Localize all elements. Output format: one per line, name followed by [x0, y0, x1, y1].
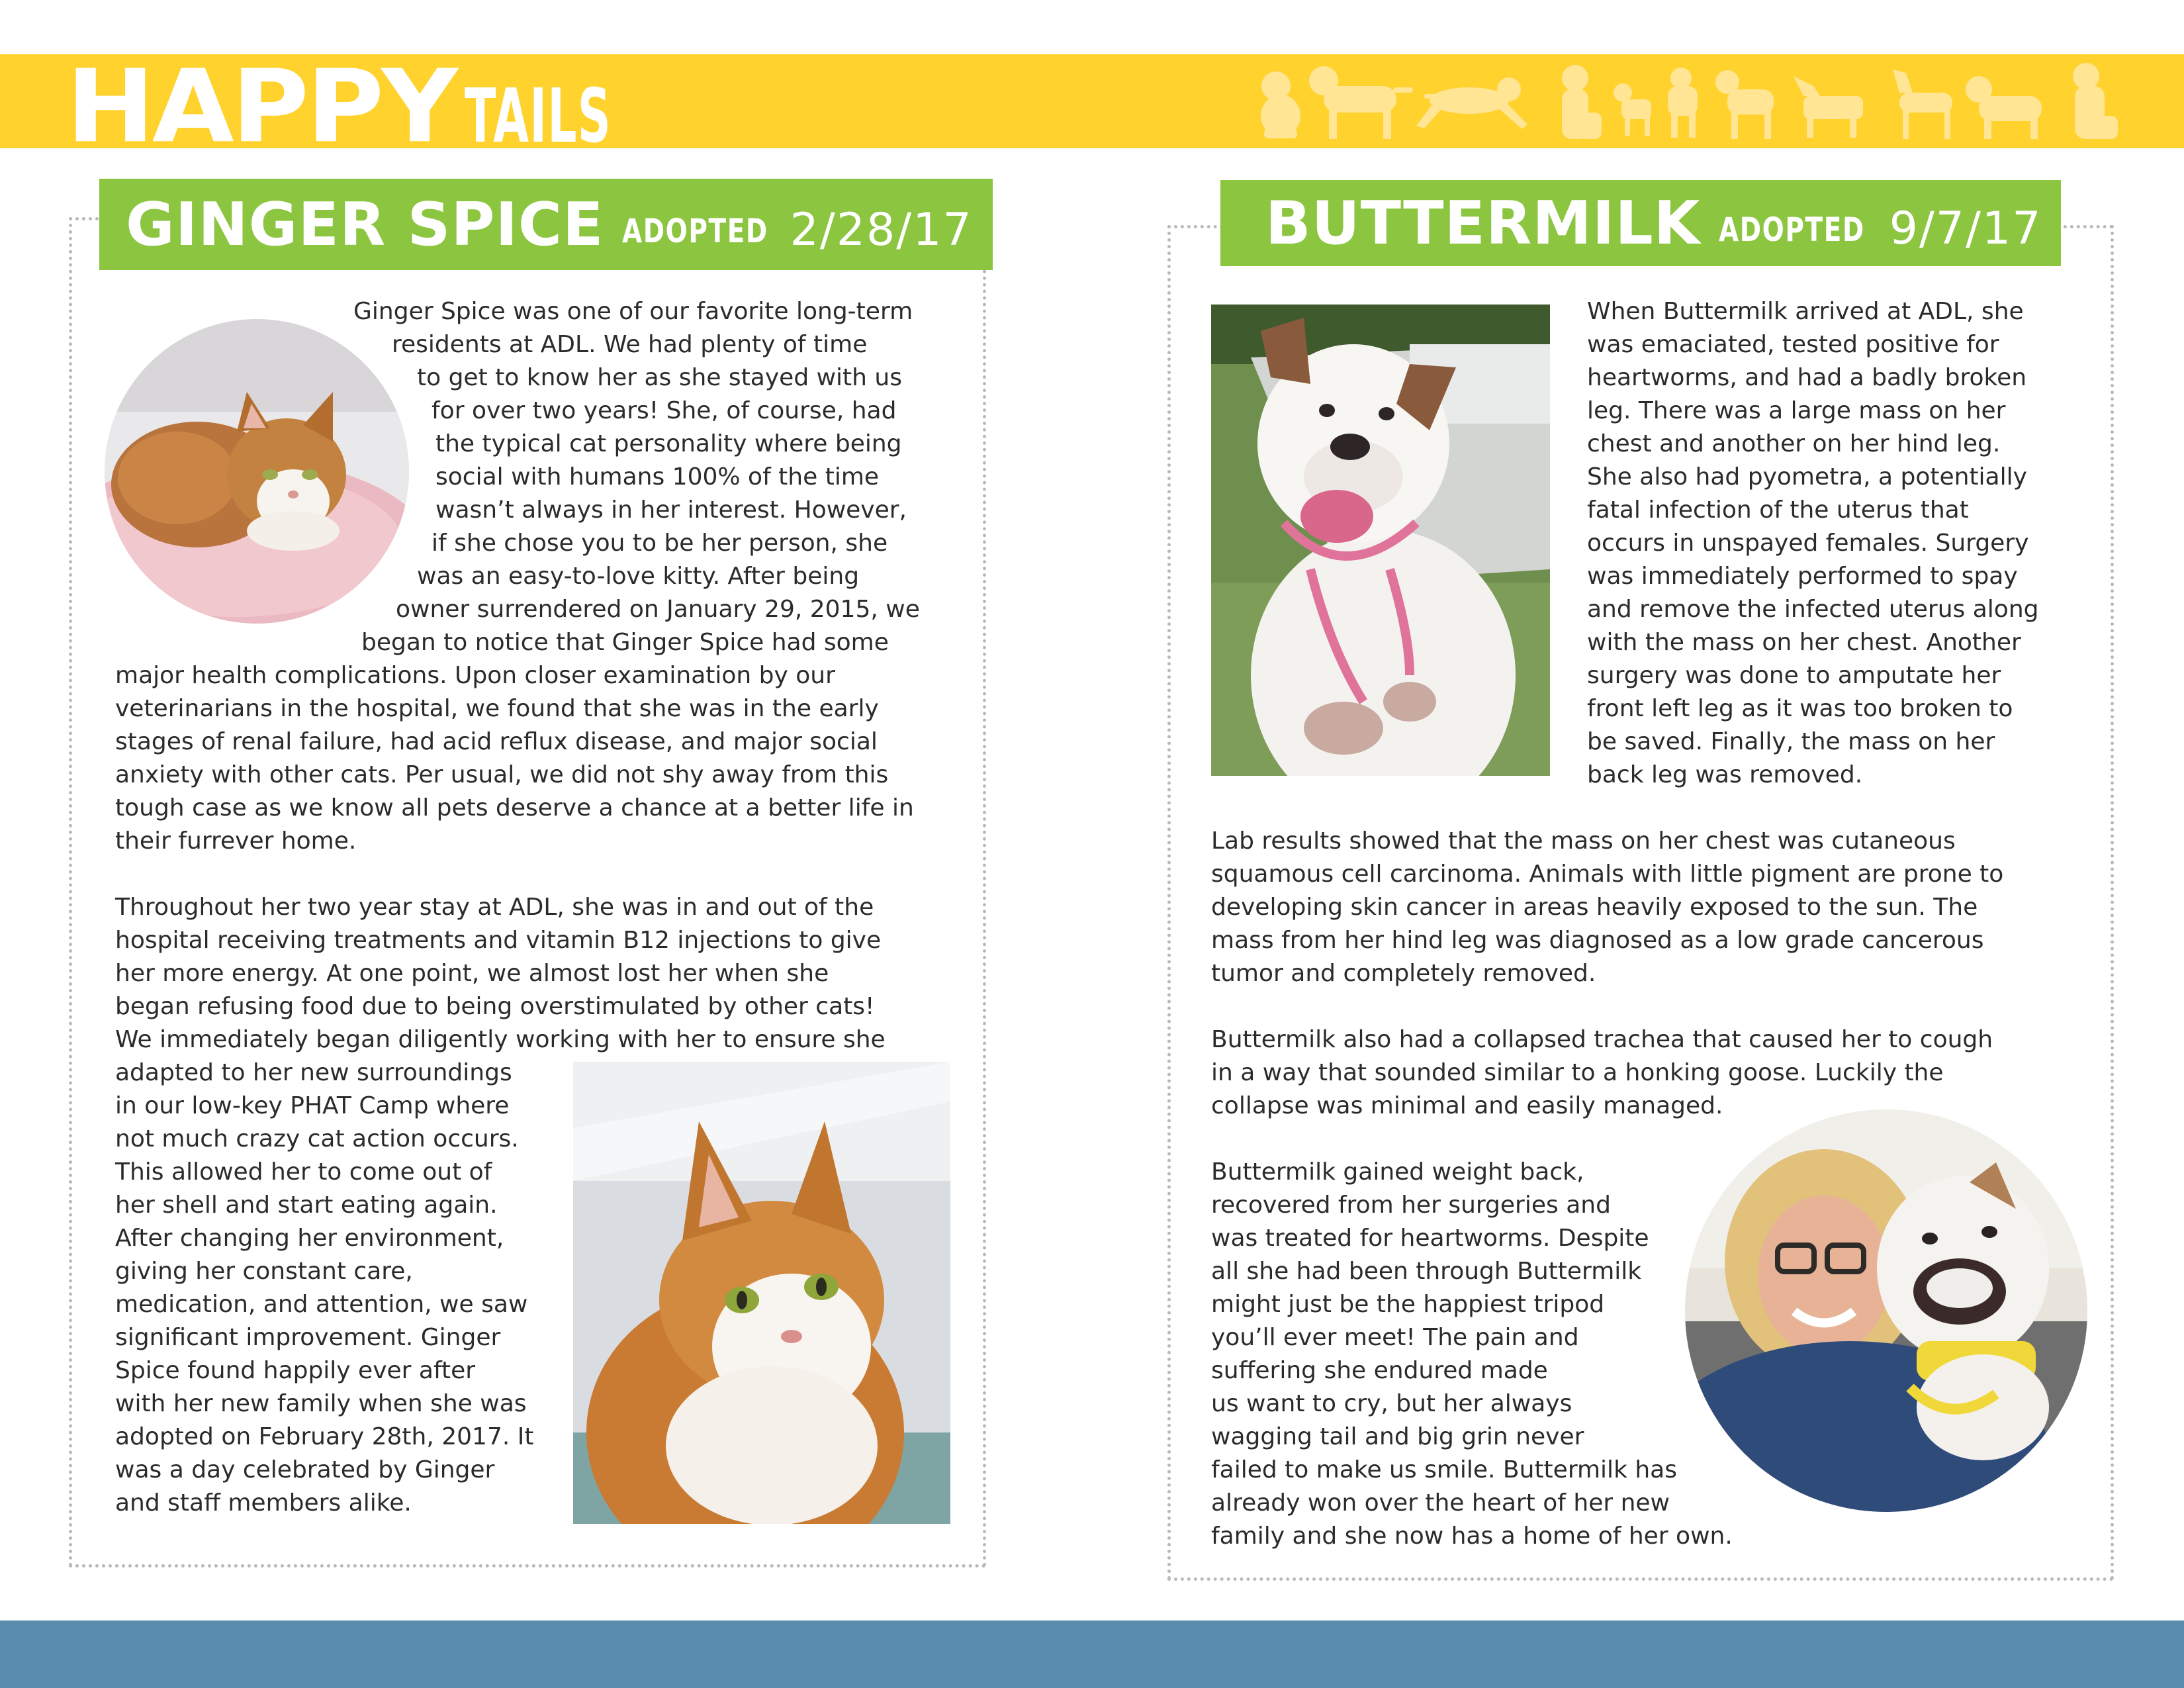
masthead-tails: TAILS [465, 73, 612, 160]
dog-silhouette-icon [1309, 66, 1413, 139]
dog-silhouette-icon [2073, 63, 2118, 139]
text-line: tough case as we know all pets deserve a chance at a better life in [115, 794, 914, 821]
masthead-title [66, 47, 702, 165]
adopted-label: ADOPTED [622, 212, 769, 250]
text-line: wagging tail and big grin never [1211, 1423, 1584, 1450]
text-line: tumor and completely removed. [1211, 960, 1596, 987]
dog-silhouette-icon [1715, 70, 1774, 139]
dog-silhouette-icon [1562, 65, 1602, 139]
adopted-date: 2/28/17 [790, 203, 973, 256]
text-line: and staff members alike. [115, 1489, 412, 1517]
woman-dog-art [1685, 1109, 2087, 1512]
text-line: chest and another on her hind leg. [1587, 430, 2001, 457]
text-line: veterinarians in the hospital, we found that she was in the early [115, 695, 879, 722]
dog-silhouette-icon [1893, 70, 1952, 139]
text-line: owner surrendered on January 29, 2015, we [396, 596, 920, 623]
text-line: heartworms, and had a badly broken [1587, 364, 2027, 391]
text-line: occurs in unspayed females. Surgery [1587, 530, 2029, 557]
adopted-label: ADOPTED [1719, 211, 1866, 249]
text-line: already won over the heart of her new [1211, 1489, 1670, 1517]
text-line: suffering she endured made [1211, 1357, 1548, 1384]
pet-name: BUTTERMILK [1265, 188, 1701, 258]
text-line: failed to make us smile. Buttermilk has [1211, 1456, 1677, 1483]
text-line: hospital receiving treatments and vitamin B12 injections to give [115, 927, 882, 954]
pet-name: GINGER SPICE [126, 189, 604, 259]
white-dog-pink-harness-photo [1211, 305, 1550, 776]
story-body-text [115, 659, 914, 858]
dog-silhouettes-icon [1251, 60, 2138, 142]
dog-silhouette-icon [1614, 68, 1698, 138]
text-line: recovered from her surgeries and [1211, 1192, 1611, 1219]
text-line: stages of renal failure, had acid reflux disease, and major social [115, 728, 878, 755]
text-line: Ginger Spice was one of our favorite long-term [353, 298, 913, 325]
text-line: Throughout her two year stay at ADL, she was in and out of the [115, 894, 874, 921]
text-line: in our low-key PHAT Camp where [115, 1092, 510, 1119]
dog-silhouette-icon [1794, 76, 1863, 138]
story-paragraph-4 [1211, 1156, 1733, 1553]
text-line: not much crazy cat action occurs. [115, 1125, 519, 1152]
text-line: Buttermilk gained weight back, [1211, 1158, 1584, 1186]
story-intro-text [353, 295, 920, 659]
text-line: was treated for heartworms. Despite [1211, 1225, 1649, 1252]
text-line: We immediately began diligently working with her to ensure she [115, 1026, 886, 1053]
dog-silhouette-icon [1416, 77, 1527, 129]
dog-photo-art [1211, 305, 1550, 776]
text-line: anxiety with other cats. Per usual, we did not shy away from this [115, 761, 889, 788]
text-line: fatal infection of the uterus that [1587, 496, 1969, 524]
text-line: developing skin cancer in areas heavily exposed to the sun. The [1211, 894, 1978, 921]
text-line: She also had pyometra, a potentially [1587, 463, 2027, 491]
text-line: adopted on February 28th, 2017. It [115, 1423, 534, 1450]
text-line: Buttermilk also had a collapsed trachea that caused her to cough [1211, 1026, 1993, 1053]
text-line: social with humans 100% of the time [435, 463, 880, 491]
text-line: mass from her hind leg was diagnosed as a low grade cancerous [1211, 927, 1984, 954]
name-banner-ginger-spice [99, 179, 993, 270]
dog-silhouette-icon [1261, 71, 1300, 138]
text-line: with the mass on her chest. Another [1587, 629, 2021, 656]
text-line: their furrever home. [115, 827, 357, 855]
text-line: adapted to her new surroundings [115, 1059, 512, 1086]
text-line: and remove the infected uterus along [1587, 596, 2039, 623]
text-line: major health complications. Upon closer examination by our [115, 662, 835, 689]
text-line: you’ll ever meet! The pain and [1211, 1324, 1579, 1351]
text-line: back leg was removed. [1587, 761, 1863, 788]
cat-closeup-photo [573, 1062, 950, 1524]
text-line: After changing her environment, [115, 1225, 504, 1252]
text-line: might just be the happiest tripod [1211, 1291, 1605, 1318]
text-line: front left leg as it was too broken to [1587, 695, 2013, 722]
text-line: was a day celebrated by Ginger [115, 1456, 495, 1483]
text-line: began refusing food due to being overstimulated by other cats! [115, 993, 875, 1020]
text-line: significant improvement. Ginger [115, 1324, 501, 1351]
text-line: surgery was done to amputate her [1587, 662, 2001, 689]
masthead-happy: HAPPY [66, 47, 456, 165]
text-line: family and she now has a home of her own. [1211, 1523, 1733, 1550]
story-paragraph-2-wrap [115, 1056, 533, 1520]
adopted-date: 9/7/17 [1889, 202, 2042, 255]
text-line: wasn’t always in her interest. However, [435, 496, 907, 524]
story-paragraph-3 [1211, 1023, 1993, 1123]
text-line: was emaciated, tested positive for [1587, 331, 1999, 358]
text-line: in a way that sounded similar to a honking goose. Luckily the [1211, 1059, 1944, 1086]
text-line: giving her constant care, [115, 1258, 413, 1285]
text-line: all she had been through Buttermilk [1211, 1258, 1642, 1285]
woman-hugging-dog-photo [1685, 1109, 2087, 1512]
text-line: with her new family when she was [115, 1390, 527, 1417]
text-line: began to notice that Ginger Spice had some [361, 629, 889, 656]
text-line: for over two years! She, of course, had [432, 397, 897, 424]
text-line: leg. There was a large mass on her [1587, 397, 2006, 424]
text-line: residents at ADL. We had plenty of time [392, 331, 868, 358]
story-paragraph-2 [1211, 825, 2003, 990]
text-line: to get to know her as she stayed with us [417, 364, 903, 391]
cat-closeup-art [573, 1062, 950, 1524]
text-line: was immediately performed to spay [1587, 563, 2018, 590]
text-line: if she chose you to be her person, she [432, 530, 888, 557]
text-line: Spice found happily ever after [115, 1357, 476, 1384]
text-line: the typical cat personality where being [435, 430, 902, 457]
text-line: her more energy. At one point, we almost lost her when she [115, 960, 829, 987]
text-line: be saved. Finally, the mass on her [1587, 728, 1995, 755]
text-line: This allowed her to come out of [115, 1158, 492, 1186]
story-paragraph-2 [115, 891, 886, 1056]
footer-band [0, 1620, 2184, 1688]
text-line: squamous cell carcinoma. Animals with little pigment are prone to [1211, 861, 2004, 888]
text-line: her shell and start eating again. [115, 1192, 498, 1219]
story-paragraph-1 [1587, 295, 2039, 792]
text-line: medication, and attention, we saw [115, 1291, 528, 1318]
text-line: us want to cry, but her always [1211, 1390, 1572, 1417]
text-line: collapse was minimal and easily managed. [1211, 1092, 1723, 1119]
dog-silhouette-icon [1966, 76, 2042, 139]
text-line: Lab results showed that the mass on her chest was cutaneous [1211, 827, 1956, 855]
text-line: was an easy-to-love kitty. After being [417, 563, 860, 590]
text-line: When Buttermilk arrived at ADL, she [1587, 298, 2024, 325]
name-banner-buttermilk [1220, 180, 2061, 266]
